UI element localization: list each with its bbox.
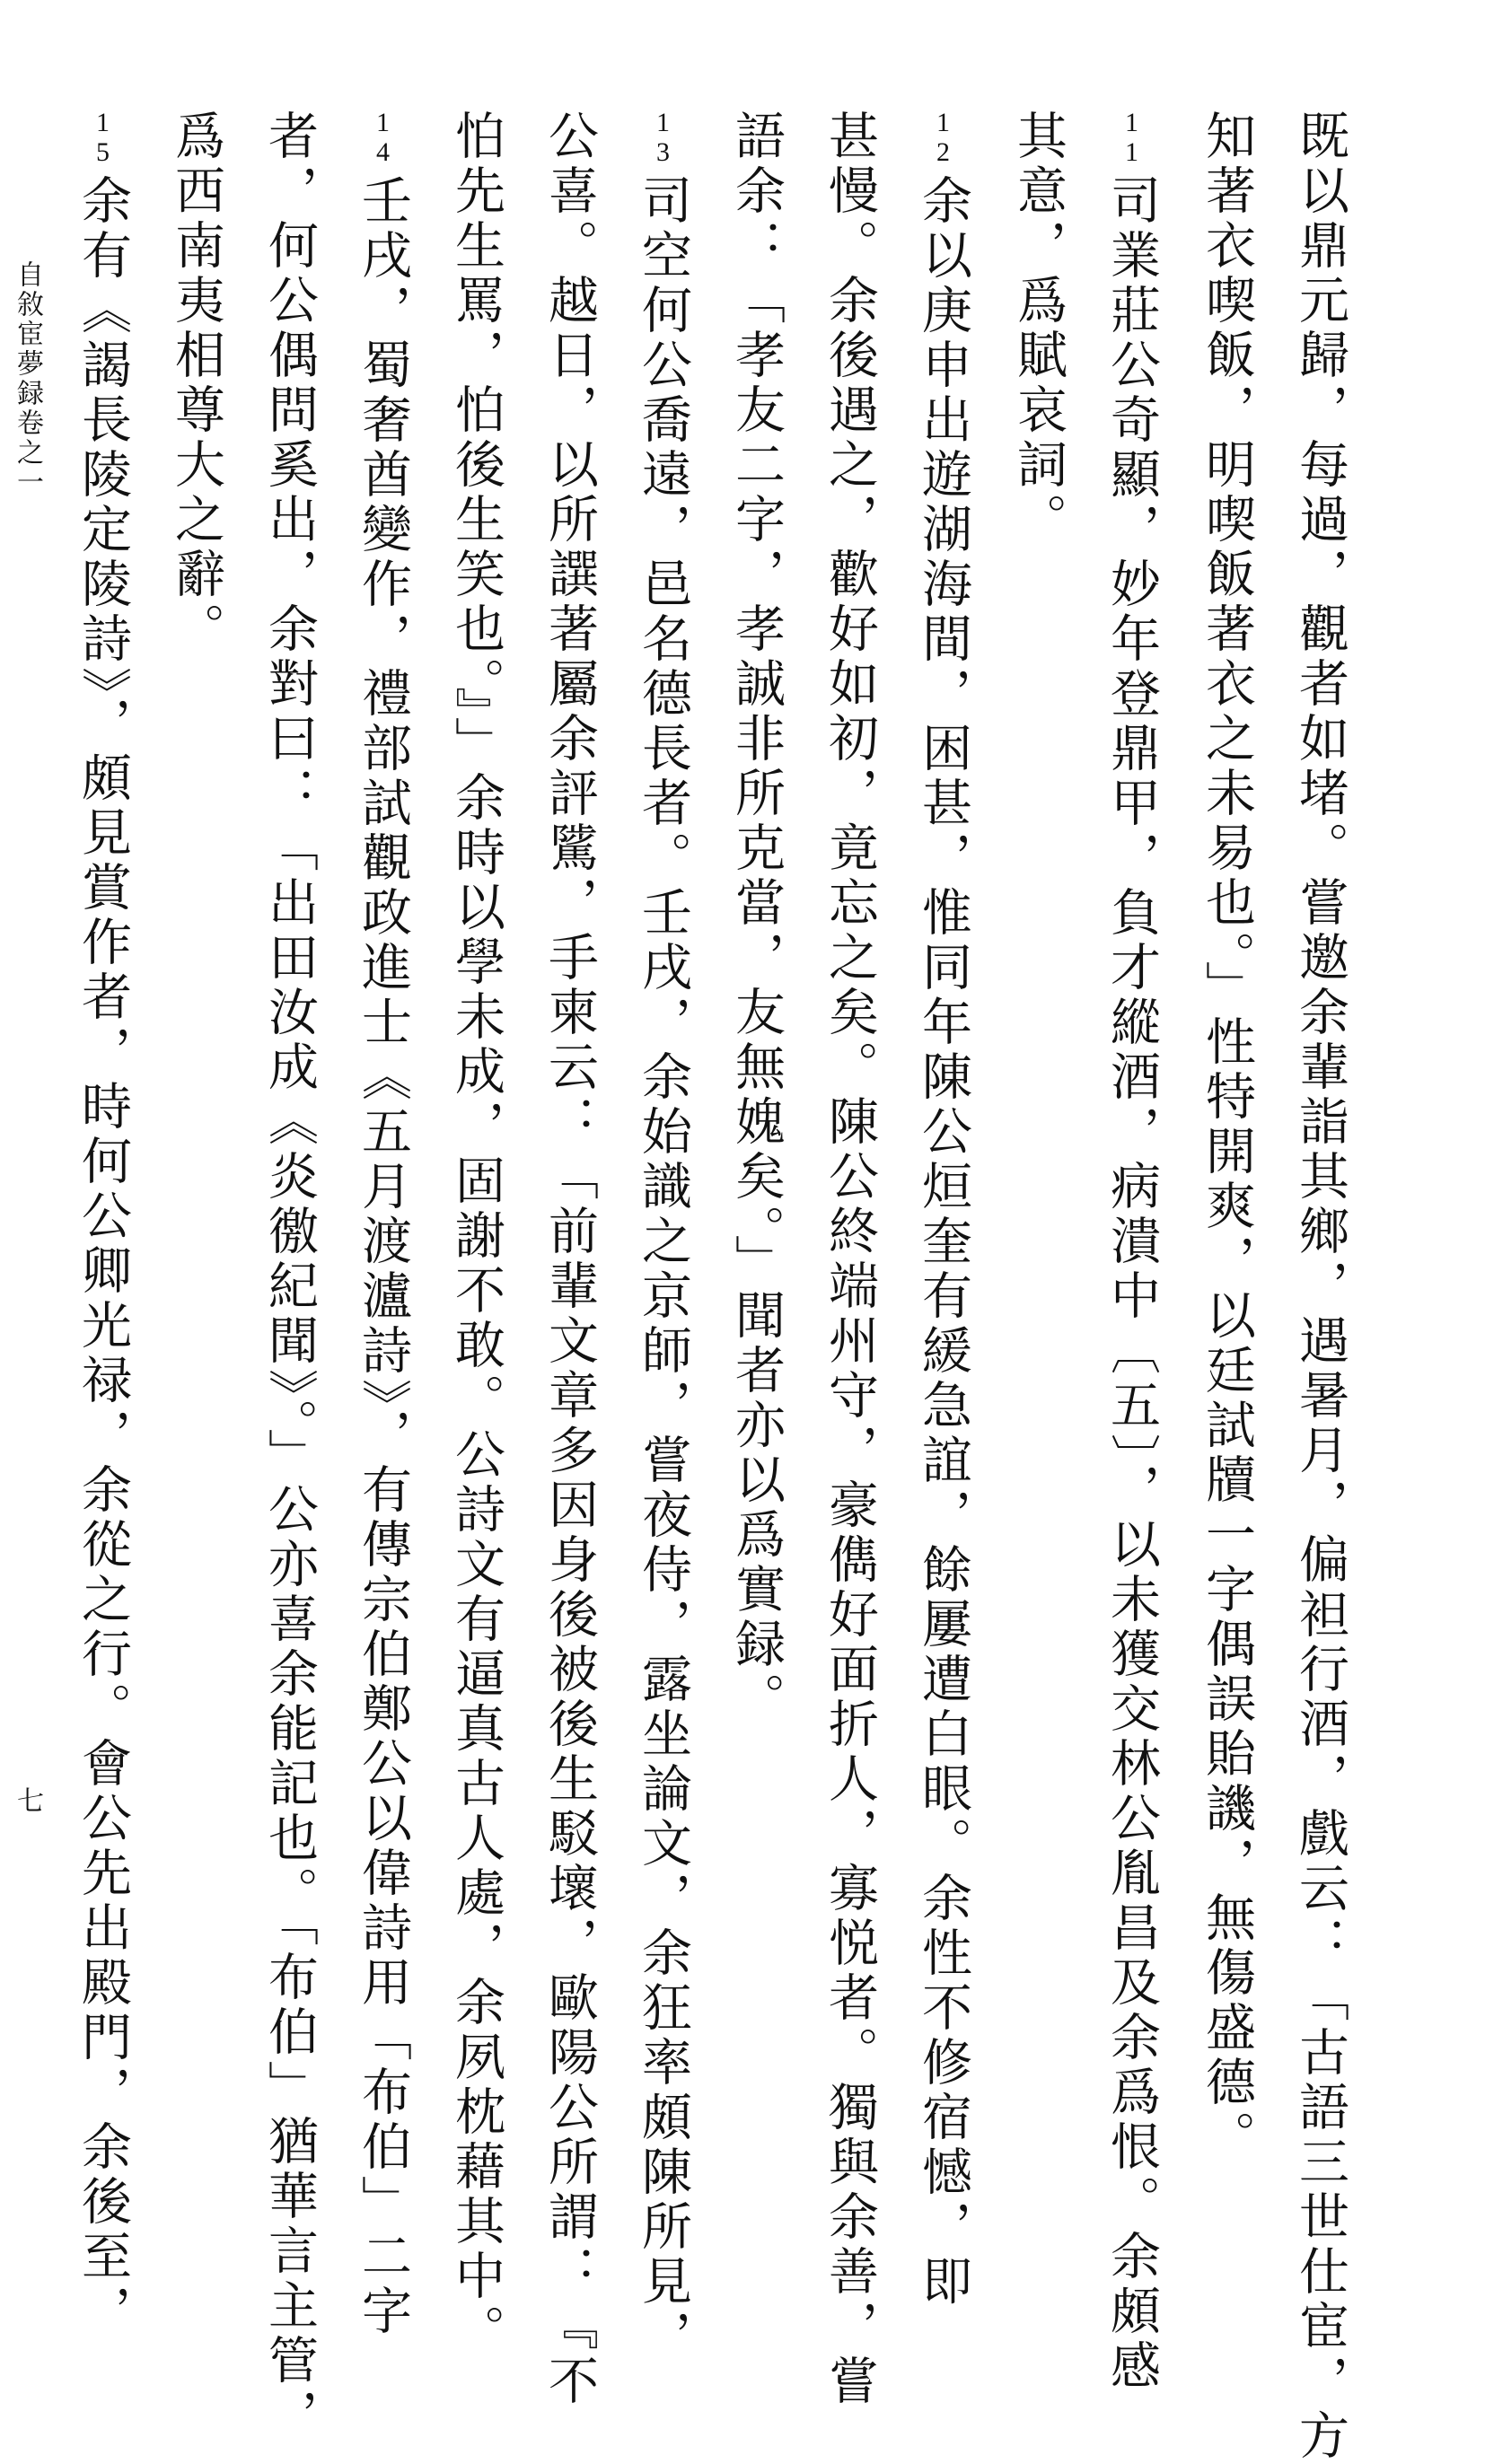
text-column — [74, 108, 132, 2339]
column-text: 司空何公喬遠，邑名德長者。壬戌，余始識之京師，嘗夜侍，露坐論文，余狂率頗陳所見， — [634, 174, 692, 2364]
paragraph-number: 12 — [928, 108, 958, 167]
column-text: 者，何公偶問奚出，余對曰：「出田汝成《炎徼紀聞》。」公亦喜余能記也。「布伯」猶華言主管， — [260, 110, 319, 2443]
text-column — [167, 110, 225, 657]
text-column — [447, 110, 505, 2359]
text-column — [260, 110, 319, 2443]
column-text: 其意，爲賦哀詞。 — [1009, 110, 1068, 548]
running-head: 自敘宦夢録卷之一 — [12, 260, 43, 497]
column-text: 甚慢。余後遇之，歡好如初，竟忘之矣。陳公終端州守，豪儁好面折人，寡悦者。獨與余善，嘗 — [821, 110, 879, 2409]
column-text: 公喜。越日，以所譔著屬余評騭，手柬云：「前輩文章多因身後被後生駁壞，歐陽公所謂：『不 — [540, 110, 599, 2409]
column-text: 余有《謁長陵定陵詩》，頗見賞作者，時何公卿光禄，余從之行。會公先出殿門，余後至， — [74, 174, 132, 2339]
paragraph-number: 15 — [88, 108, 118, 167]
text-column — [1198, 110, 1256, 2165]
text-column — [1103, 108, 1161, 2394]
column-text: 怕先生罵，怕後生笑也。』」余時以學未成，固謝不敢。公詩文有逼真古人處，余夙枕藉其中。 — [447, 110, 505, 2359]
text-column — [727, 110, 786, 1727]
column-text: 既以鼎元歸，每過，觀者如堵。嘗邀余輩詣其鄉，遇暑月，偏袒行酒，戲云：「古語三世仕宦，方 — [1291, 110, 1349, 2464]
column-text: 知著衣喫飯，明喫飯著衣之未易也。」性特開爽，以廷試牘一字偶誤貽譏，無傷盛德。 — [1198, 110, 1256, 2165]
text-column — [1291, 110, 1349, 2464]
column-text: 余以庚申出遊湖海間，困甚，惟同年陳公烜奎有緩急誼，餘屢遭白眼。余性不修宿憾，即 — [914, 174, 972, 2310]
column-text: 爲西南夷相尊大之辭。 — [167, 110, 225, 657]
text-column — [354, 108, 412, 2339]
paragraph-number: 11 — [1117, 108, 1147, 167]
column-text: 司業莊公奇顯，妙年登鼎甲，負才縱酒，病潰中〔五〕，以未獲交林公胤昌及余爲恨。余頗感 — [1103, 174, 1161, 2394]
text-column — [821, 110, 879, 2409]
text-column — [634, 108, 692, 2364]
paragraph-number: 14 — [368, 108, 398, 167]
paragraph-number: 13 — [648, 108, 678, 167]
text-column — [1009, 110, 1068, 548]
column-text: 壬戌，蜀奢酋變作，禮部試觀政進士《五月渡瀘詩》，有傳宗伯鄭公以偉詩用「布伯」二字 — [354, 174, 412, 2339]
page-number: 七 — [12, 1786, 43, 1816]
column-text: 語余：「孝友二字，孝誠非所克當，友無媿矣。」聞者亦以爲實録。 — [727, 110, 786, 1727]
text-column — [540, 110, 599, 2409]
text-column — [914, 108, 972, 2310]
